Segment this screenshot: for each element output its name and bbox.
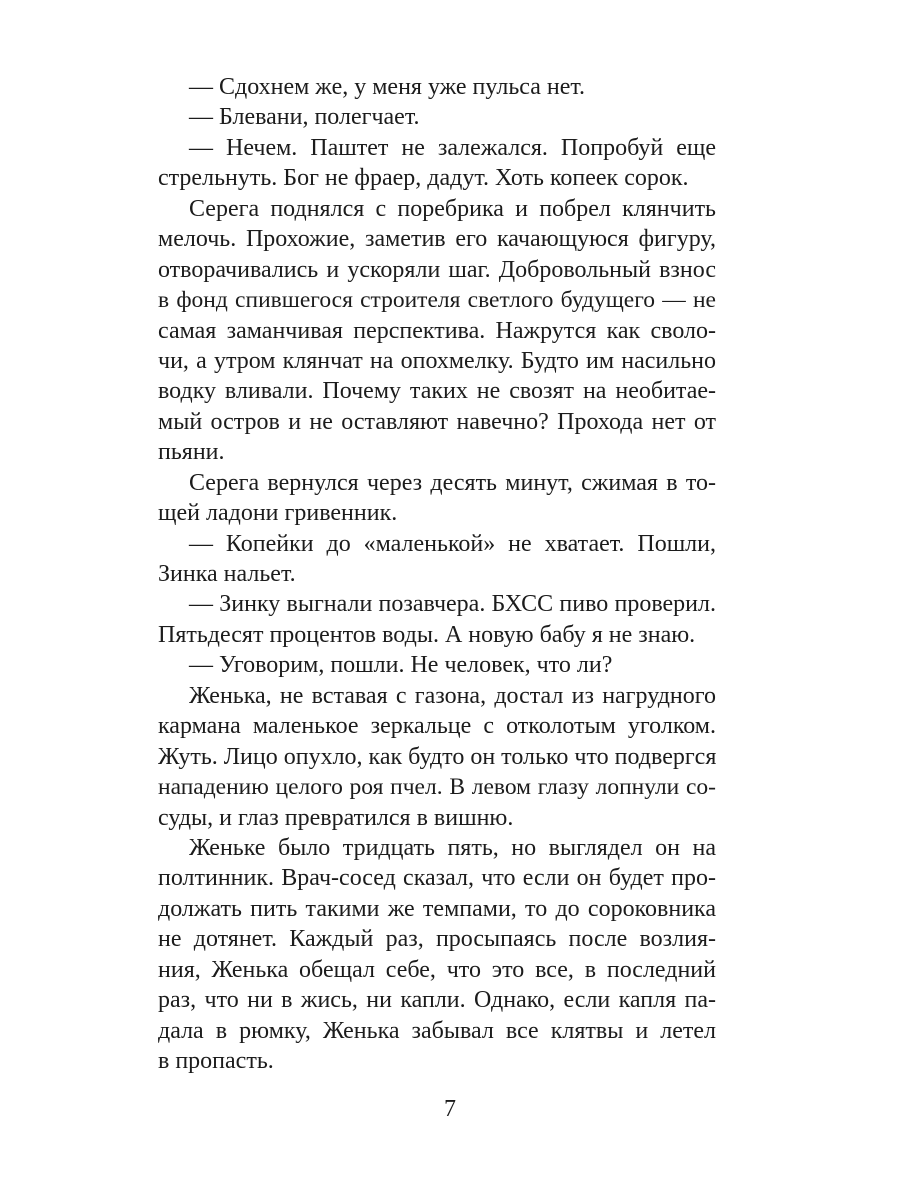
text-line: нападению целого роя пчел. В левом глазу лопнули со-: [158, 774, 716, 801]
text-line: не дотянет. Каждый раз, просыпаясь после возлия-: [158, 926, 716, 953]
text-line: водку вливали. Почему таких не свозят на необитае-: [158, 378, 716, 405]
body-text: [158, 72, 716, 1076]
text-line: Серега вернулся через десять минут, сжимая в то-: [189, 469, 716, 496]
text-line: — Копейки до «маленькой» не хватает. Пошли,: [189, 530, 716, 557]
text-line: отворачивались и ускоряли шаг. Добровольный взнос: [158, 256, 716, 283]
text-line: Зинка нальет.: [158, 561, 296, 587]
text-line: Серега поднялся с поребрика и побрел клянчить: [189, 195, 716, 222]
text-line: Женьке было тридцать пять, но выглядел он на: [189, 834, 716, 861]
text-line: — Блевани, полегчает.: [189, 104, 420, 131]
text-line: дала в рюмку, Женька забывал все клятвы и летел: [158, 1017, 716, 1044]
text-line: пьяни.: [158, 439, 225, 466]
text-line: — Нечем. Паштет не залежался. Попробуй еще: [189, 134, 716, 161]
text-line: щей ладони гривенник.: [158, 500, 398, 527]
text-line: Пятьдесят процентов воды. А новую бабу я не знаю.: [158, 621, 696, 648]
text-line: — Сдохнем же, у меня уже пульса нет.: [189, 74, 586, 100]
text-line: стрельнуть. Бог не фраер, дадут. Хоть копеек сорок.: [158, 165, 689, 192]
text-line: — Уговорим, пошли. Не человек, что ли?: [189, 652, 613, 679]
text-line: чи, а утром клянчат на опохмелку. Будто им насильно: [158, 347, 716, 374]
text-line: самая заманчивая перспектива. Нажрутся как своло-: [158, 317, 716, 344]
text-line: мый остров и не оставляют навечно? Прохода нет от: [158, 408, 716, 435]
text-line: в фонд спившегося строителя светлого будущего — не: [158, 287, 716, 314]
text-line: в пропасть.: [158, 1048, 274, 1074]
text-line: мелочь. Прохожие, заметив его качающуюся фигуру,: [158, 226, 716, 253]
text-line: раз, что ни в жись, ни капли. Однако, если капля па-: [158, 987, 716, 1014]
text-line: ния, Женька обещал себе, что это все, в последний: [158, 956, 716, 983]
text-line: — Зинку выгнали позавчера. БХСС пиво проверил.: [189, 591, 716, 618]
text-line: полтинник. Врач-сосед сказал, что если он будет про-: [158, 865, 716, 892]
text-line: суды, и глаз превратился в вишню.: [158, 804, 514, 831]
text-line: кармана маленькое зеркальце с отколотым уголком.: [158, 713, 716, 740]
text-line: должать пить такими же темпами, то до сороковника: [158, 895, 716, 922]
text-line: Женька, не вставая с газона, достал из нагрудного: [189, 682, 716, 709]
page-number: 7: [444, 1096, 456, 1122]
text-line: Жуть. Лицо опухло, как будто он только что подвергся: [158, 743, 717, 770]
